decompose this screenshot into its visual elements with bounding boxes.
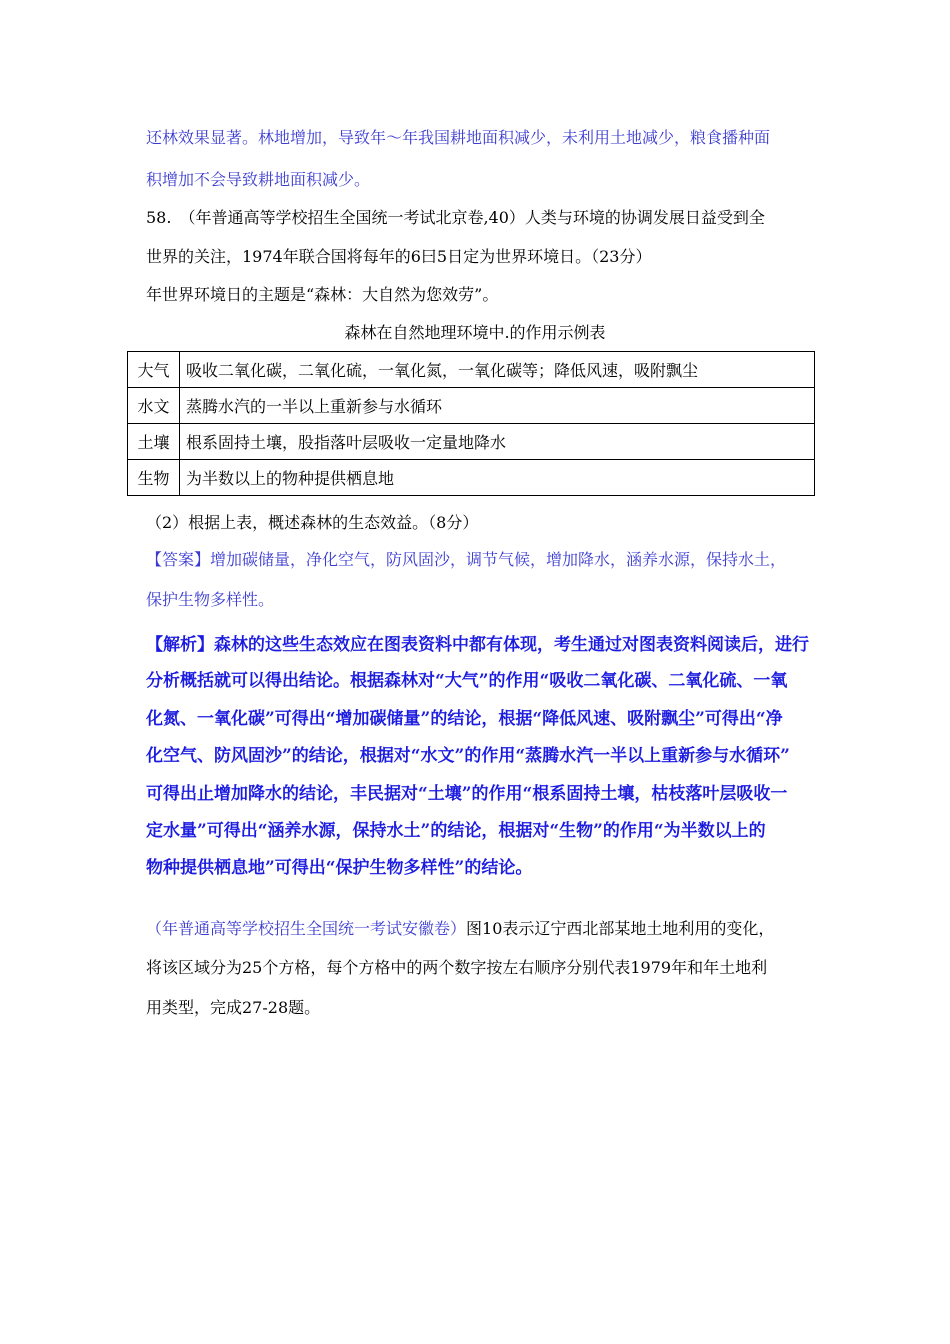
analysis-line: 可得出止增加降水的结论，丰民据对“土壤”的作用“根系固持土壤，枯枝落叶层吸收一 — [146, 784, 788, 804]
row-value: 吸收二氧化碳，二氧化硫，一氧化氮，一氧化碳等；降低风速，吸附飘尘 — [180, 352, 815, 388]
text-line: 世界的关注，1974年联合国将每年的6曰5日定为世界环境日。（23分） — [146, 247, 652, 266]
question-58: 58. （年普通高等学校招生全国统一考试北京卷,40）人类与环境的协调发展日益受到全 — [146, 208, 765, 227]
analysis-line: 化氮、一氧化碳”可得出“增加碳储量”的结论，根据“降低风速、吸附飘尘”可得出“净 — [146, 709, 783, 729]
next-question-line — [146, 918, 774, 940]
row-value: 根系固持土壤，股指落叶层吸收一定量地降水 — [180, 424, 815, 460]
table-row — [128, 352, 815, 388]
answer-line: 保护生物多样性。 — [146, 590, 275, 609]
text-line: 将该区域分为25个方格，每个方格中的两个数字按左右顺序分别代表1979年和年土地利 — [146, 958, 768, 977]
answer-line: 【答案】增加碳储量，净化空气，防风固沙，调节气候，增加降水，涵养水源，保持水土， — [146, 550, 787, 569]
analysis-line: 化空气、防风固沙”的结论，根据对“水文”的作用“蒸腾水汽一半以上重新参与水循环” — [146, 746, 790, 766]
analysis-line: 【解析】森林的这些生态效应在图表资料中都有体现，考生通过对图表资料阅读后，进行 — [146, 635, 809, 655]
text-line: 还林效果显著。林地增加，导致年～年我国耕地面积减少，未利用土地减少，粮食播种面 — [146, 128, 771, 147]
text-line: 用类型，完成27-28题。 — [146, 998, 321, 1017]
table-row — [128, 388, 815, 424]
source-note: （年普通高等学校招生全国统一考试安徽卷） — [146, 919, 467, 938]
row-key: 大气 — [128, 352, 180, 388]
question-2: （2）根据上表，概述森林的生态效益。（8分） — [146, 513, 479, 532]
row-value: 蒸腾水汽的一半以上重新参与水循环 — [180, 388, 815, 424]
row-value: 为半数以上的物种提供栖息地 — [180, 460, 815, 496]
row-key: 生物 — [128, 460, 180, 496]
forest-effects-table — [127, 351, 815, 496]
table-row — [128, 424, 815, 460]
table-caption: 森林在自然地理环境中.的作用示例表 — [344, 323, 606, 342]
analysis-line: 物种提供栖息地”可得出“保护生物多样性”的结论。 — [146, 858, 533, 878]
analysis-line: 分析概括就可以得出结论。根据森林对“大气”的作用“吸收二氧化碳、二氧化硫、一氧 — [146, 671, 788, 691]
text-line: 年世界环境日的主题是“森林：大自然为您效劳”。 — [146, 285, 499, 304]
text-line: 积增加不会导致耕地面积减少。 — [146, 170, 371, 189]
row-key: 土壤 — [128, 424, 180, 460]
row-key: 水文 — [128, 388, 180, 424]
table-row — [128, 460, 815, 496]
analysis-line: 定水量”可得出“涵养水源，保持水土”的结论，根据对“生物”的作用“为半数以上的 — [146, 821, 766, 841]
text-segment: 图10表示辽宁西北部某地土地利用的变化， — [466, 919, 775, 938]
